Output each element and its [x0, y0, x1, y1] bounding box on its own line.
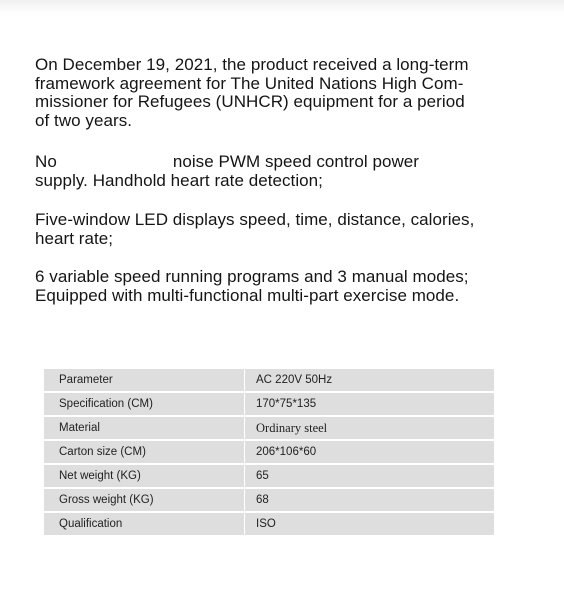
row-value: 68	[244, 489, 494, 511]
top-fade	[0, 0, 564, 14]
text-line: On December 19, 2021, the product received a long-term	[35, 55, 469, 74]
agreement-paragraph	[35, 56, 535, 130]
row-value: Ordinary steel	[244, 417, 494, 439]
row-value: AC 220V 50Hz	[244, 369, 494, 391]
row-key: Specification (CM)	[44, 393, 244, 415]
text-line: supply. Handhold heart rate detection;	[35, 170, 323, 190]
table-row	[44, 441, 494, 463]
text-line	[35, 153, 535, 172]
text-line: framework agreement for The United Nations High Com-	[35, 73, 464, 93]
programs-paragraph	[35, 268, 535, 305]
table-row	[44, 489, 494, 511]
row-key: Gross weight (KG)	[44, 489, 244, 511]
row-value: ISO	[244, 513, 494, 535]
text-fragment: noise PWM speed control power	[172, 152, 420, 171]
row-key: Qualification	[44, 513, 244, 535]
text-line: missioner for Refugees (UNHCR) equipment for a period	[35, 92, 465, 111]
text-line: of two years.	[35, 110, 133, 130]
row-key: Parameter	[44, 369, 244, 391]
table-row	[44, 369, 494, 391]
power-supply-paragraph	[35, 153, 535, 190]
row-key: Material	[44, 417, 244, 439]
row-value: 206*106*60	[244, 441, 494, 463]
text-line: 6 variable speed running programs and 3 manual modes;	[35, 267, 469, 286]
table-row	[44, 513, 494, 535]
text-line: heart rate;	[35, 228, 114, 248]
row-value: 170*75*135	[244, 393, 494, 415]
text-fragment: No	[35, 152, 57, 171]
table-row	[44, 417, 494, 439]
row-key: Carton size (CM)	[44, 441, 244, 463]
table-row	[44, 465, 494, 487]
row-key: Net weight (KG)	[44, 465, 244, 487]
text-line: Five-window LED displays speed, time, distance, calories,	[35, 210, 475, 229]
specification-table	[44, 367, 494, 537]
row-value: 65	[244, 465, 494, 487]
text-line: Equipped with multi-functional multi-part exercise mode.	[35, 285, 460, 305]
display-paragraph	[35, 211, 535, 248]
table-row	[44, 393, 494, 415]
